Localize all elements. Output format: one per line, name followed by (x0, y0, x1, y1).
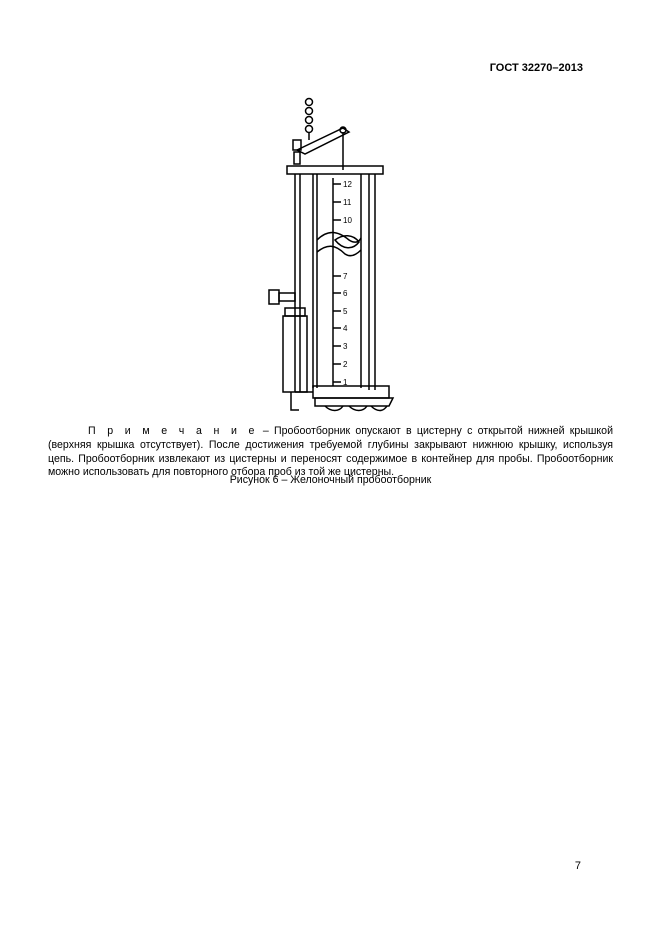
bailer-sampler-figure (265, 94, 405, 414)
document-code: ГОСТ 32270–2013 (489, 62, 583, 74)
scale-label: 10 (343, 216, 352, 225)
bottom-lid (315, 398, 393, 406)
bottom-hook (291, 392, 299, 410)
note-block (48, 425, 613, 480)
valve-stem (294, 152, 300, 164)
scale-label: 6 (343, 289, 348, 298)
bottom-base (313, 386, 389, 398)
chain-link (306, 117, 313, 124)
scale-ticks (333, 184, 341, 382)
page-number: 7 (574, 860, 581, 872)
scale-label: 12 (343, 180, 352, 189)
clamp-knob (269, 290, 279, 304)
scale-label: 5 (343, 307, 348, 316)
chain-link (306, 108, 313, 115)
clamp-bolt (279, 293, 295, 301)
note-paragraph (48, 425, 613, 480)
scale-label: 1 (343, 378, 348, 387)
scale-label: 4 (343, 324, 348, 333)
scale-label: 11 (343, 198, 352, 207)
scale-label: 7 (343, 272, 348, 281)
scale-label: 3 (343, 342, 348, 351)
figure-caption: Рисунок 6 – Желоночный пробоотборник (229, 474, 432, 486)
chain-link (306, 126, 313, 133)
scale-label: 2 (343, 360, 348, 369)
chain-link (306, 99, 313, 106)
note-lead: П р и м е ч а н и е (88, 425, 258, 437)
note-text: – Пробоотборник опускают в цистерну с открытой нижней крышкой (верхняя крышка отсутствует). После достижения требуемой глубины закрывают нижнюю крышку, используя цепь. Пробоотборник извлекают из цистерны и переносят содержимое в контейнер для пробы. Пробоотборник можно использовать для повторного отбора проб из той же цистерны. (48, 425, 613, 479)
top-plate (287, 166, 383, 174)
bailer-sampler-drawing (265, 94, 405, 414)
